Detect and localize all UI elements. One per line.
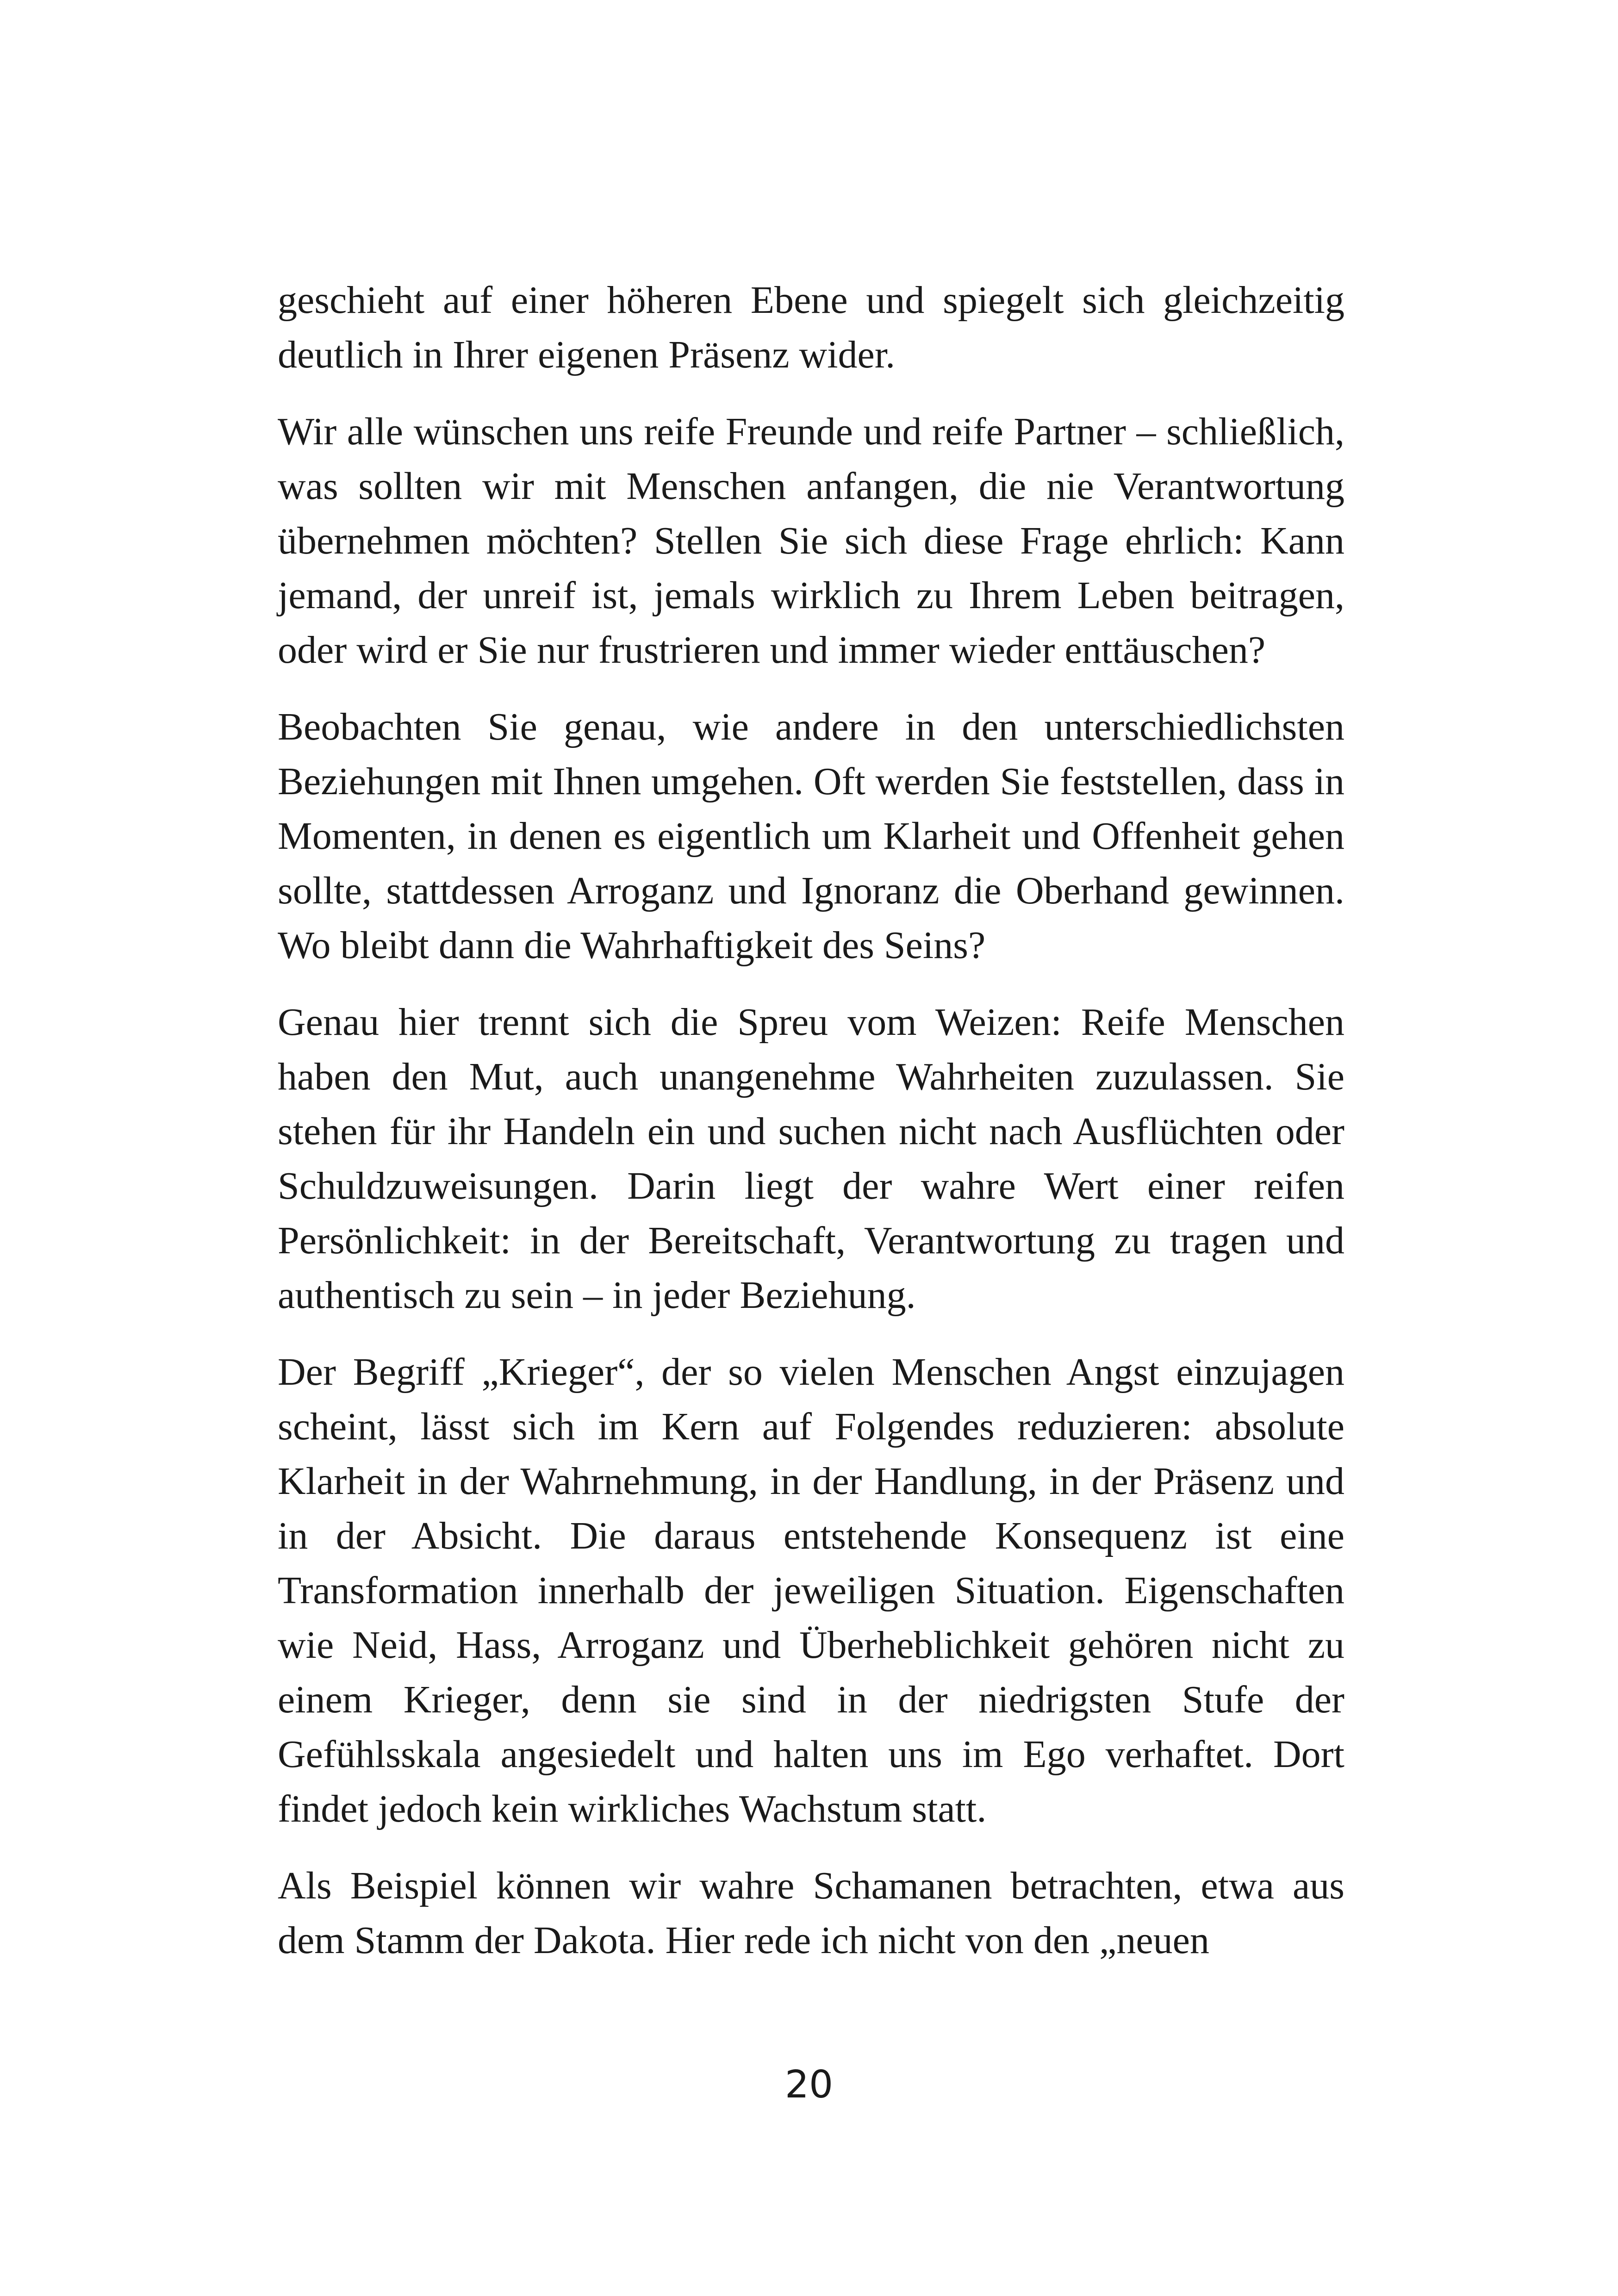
- paragraph-1: geschieht auf einer höheren Ebene und spiegelt sich gleichzeitig deutlich in Ihrer eigenen Präsenz wider.: [278, 279, 1344, 376]
- paragraph-4: Genau hier trennt sich die Spreu vom Weizen: Reife Menschen haben den Mut, auch unangenehme Wahrheiten zuzulassen. Sie stehen für ihr Handeln ein und suchen nicht nach Ausflüchten oder Schuldzuweisungen. Darin liegt der wahre Wert einer reifen Persönlichkeit: in der Bereitschaft, Verantwortung zu tragen und authentisch zu sein – in jeder Beziehung.: [278, 1001, 1344, 1317]
- paragraph-6: Als Beispiel können wir wahre Schamanen betrachten, etwa aus dem Stamm der Dakota. Hier rede ich nicht von den „neuen: [278, 1864, 1344, 1962]
- body-text: [278, 273, 1344, 1990]
- paragraph-5: Der Begriff „Krieger“, der so vielen Menschen Angst einzujagen scheint, lässt sich im Kern auf Folgendes reduzieren: absolute Klarheit in der Wahrnehmung, in der Handlung, in der Präsenz und in der Absicht. Die daraus entstehende Konsequenz ist eine Transformation innerhalb der jeweiligen Situation. Eigenschaften wie Neid, Hass, Arroganz und Überheblichkeit gehören nicht zu einem Krieger, denn sie sind in der niedrigsten Stufe der Gefühlsskala angesiedelt und halten uns im Ego verhaftet. Dort findet jedoch kein wirkliches Wachstum statt.: [278, 1350, 1344, 1830]
- page-number: 20: [784, 2063, 834, 2107]
- paragraph-3: Beobachten Sie genau, wie andere in den unterschiedlichsten Beziehungen mit Ihnen umgehen. Oft werden Sie feststellen, dass in Momenten, in denen es eigentlich um Klarheit und Offenheit gehen sollte, stattdessen Arroganz und Ignoranz die Oberhand gewinnen. Wo bleibt dann die Wahrhaftigkeit des Seins?: [278, 705, 1344, 967]
- paragraph-2: Wir alle wünschen uns reife Freunde und reife Partner – schließlich, was sollten wir mit Menschen anfangen, die nie Verantwortung übernehmen möchten? Stellen Sie sich diese Frage ehrlich: Kann jemand, der unreif ist, jemals wirklich zu Ihrem Leben beitragen, oder wird er Sie nur frustrieren und immer wieder enttäuschen?: [278, 410, 1344, 672]
